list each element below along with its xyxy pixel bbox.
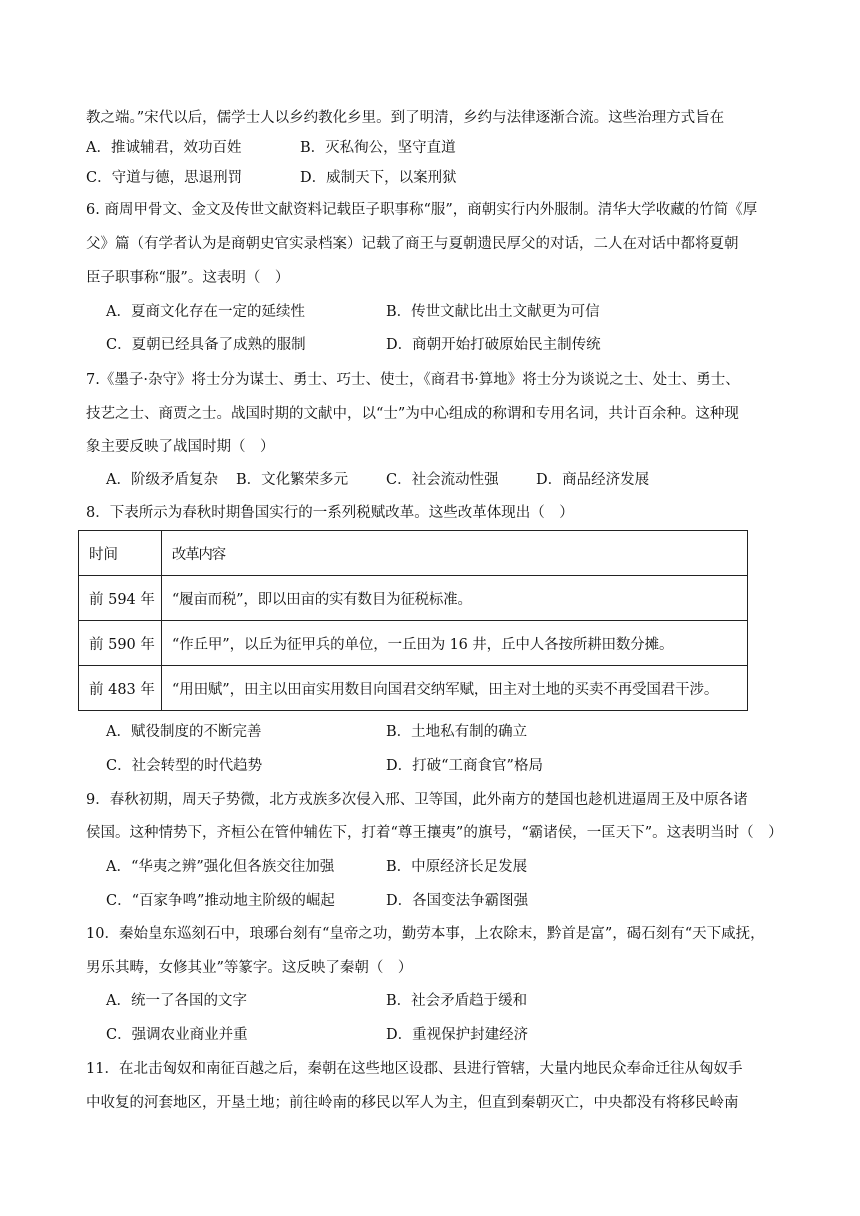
q6-stem-line-2: 父》篇（有学者认为是商朝史官实录档案）记载了商王与夏朝遗民厚父的对话，二人在对话中都将夏朝 — [86, 236, 739, 252]
table-header-time: 时间 — [79, 531, 162, 576]
table-cell-time: 前 594 年 — [79, 576, 162, 621]
q8-option-c: C．社会转型的时代趋势 — [106, 758, 263, 774]
q6-option-b: B．传世文献比出土文献更为可信 — [386, 304, 600, 320]
q5-option-c: C．守道与德，思退刑罚 — [86, 170, 243, 186]
table-header-row — [79, 531, 748, 576]
q5-option-a: A．推诚辅君，效功百姓 — [86, 140, 242, 156]
q6-stem-line-1: 6. 商周甲骨文、金文及传世文献资料记载臣子职事称“服”，商朝实行内外服制。清华大学收藏的竹简《厚 — [86, 202, 758, 218]
table-cell-content: “作丘甲”，以丘为征甲兵的单位，一丘田为 16 井，丘中人各按所耕田数分摊。 — [161, 621, 747, 666]
q9-stem-line-2: 侯国。这种情势下，齐桓公在管仲辅佐下，打着“尊王攘夷”的旗号，“霸诸侯，一匡天下”。这表明当时（ ） — [86, 825, 783, 841]
q9-option-b: B．中原经济长足发展 — [386, 859, 528, 875]
q10-stem-line-1: 10．秦始皇东巡刻石中，琅琊台刻有“皇帝之功，勤劳本事，上农除末，黔首是富”，碣石刻有“天下咸抚， — [86, 926, 765, 942]
q9-option-a: A．“华夷之辨”强化但各族交往加强 — [106, 859, 335, 875]
q5-option-b: B．灭私徇公，坚守直道 — [300, 140, 456, 156]
q5-stem-tail: 教之端。”宋代以后，儒学士人以乡约教化乡里。到了明清，乡约与法律逐渐合流。这些治理方式旨在 — [86, 110, 725, 126]
q7-stem-line-2: 技艺之士、商贾之士。战国时期的文献中，以“士”为中心组成的称谓和专用名词，共计百余种。这种现 — [86, 406, 739, 422]
q8-stem: 8．下表所示为春秋时期鲁国实行的一系列税赋改革。这些改革体现出（ ） — [86, 505, 574, 521]
q8-option-b: B．土地私有制的确立 — [386, 724, 528, 740]
q9-option-c: C．“百家争鸣”推动地主阶级的崛起 — [106, 893, 335, 909]
q8-option-d: D．打破“工商食官”格局 — [386, 758, 543, 774]
table-row — [79, 576, 748, 621]
table-cell-time: 前 483 年 — [79, 666, 162, 711]
q11-stem-line-2: 中收复的河套地区，开垦土地；前往岭南的移民以军人为主，但直到秦朝灭亡，中央都没有将移民岭南 — [86, 1095, 739, 1111]
table-row — [79, 666, 748, 711]
q7-option-a: A．阶级矛盾复杂 — [106, 472, 218, 488]
q7-stem-line-3: 象主要反映了战国时期（ ） — [86, 439, 275, 455]
q6-option-c: C．夏朝已经具备了成熟的服制 — [106, 337, 306, 353]
q10-option-c: C．强调农业商业并重 — [106, 1027, 248, 1043]
q10-stem-line-2: 男乐其畴，女修其业”等篆字。这反映了秦朝（ ） — [86, 960, 413, 976]
q6-option-a: A．夏商文化存在一定的延续性 — [106, 304, 305, 320]
q10-option-a: A．统一了各国的文字 — [106, 993, 247, 1009]
q9-stem-line-1: 9．春秋初期，周天子势微，北方戎族多次侵入邢、卫等国，此外南方的楚国也趁机进逼周王及中原各诸 — [86, 792, 748, 808]
q7-option-c: C．社会流动性强 — [386, 472, 499, 488]
q7-option-d: D．商品经济发展 — [536, 472, 650, 488]
q7-stem-line-1: 7.《墨子·杂守》将士分为谋士、勇士、巧士、使士，《商君书·算地》将士分为谈说之士、处士、勇士、 — [86, 372, 740, 388]
q6-option-d: D．商朝开始打破原始民主制传统 — [386, 337, 601, 353]
table-cell-content: “履亩而税”，即以田亩的实有数目为征税标准。 — [161, 576, 747, 621]
q10-option-b: B．社会矛盾趋于缓和 — [386, 993, 528, 1009]
table-cell-content: “用田赋”，田主以田亩实用数目向国君交纳军赋，田主对土地的买卖不再受国君干涉。 — [161, 666, 747, 711]
q5-option-d: D．威制天下，以案刑狱 — [300, 170, 457, 186]
q8-reform-table — [78, 530, 748, 711]
q10-option-d: D．重视保护封建经济 — [386, 1027, 529, 1043]
q9-option-d: D．各国变法争霸图强 — [386, 893, 529, 909]
q8-option-a: A．赋役制度的不断完善 — [106, 724, 262, 740]
table-row — [79, 621, 748, 666]
table-cell-time: 前 590 年 — [79, 621, 162, 666]
q6-stem-line-3: 臣子职事称“服”。这表明（ ） — [86, 270, 290, 286]
q11-stem-line-1: 11．在北击匈奴和南征百越之后，秦朝在这些地区设郡、县进行管辖，大量内地民众奉命迁往从匈奴手 — [86, 1061, 743, 1077]
q7-option-b: B．文化繁荣多元 — [236, 472, 349, 488]
table-header-content: 改革内容 — [161, 531, 747, 576]
